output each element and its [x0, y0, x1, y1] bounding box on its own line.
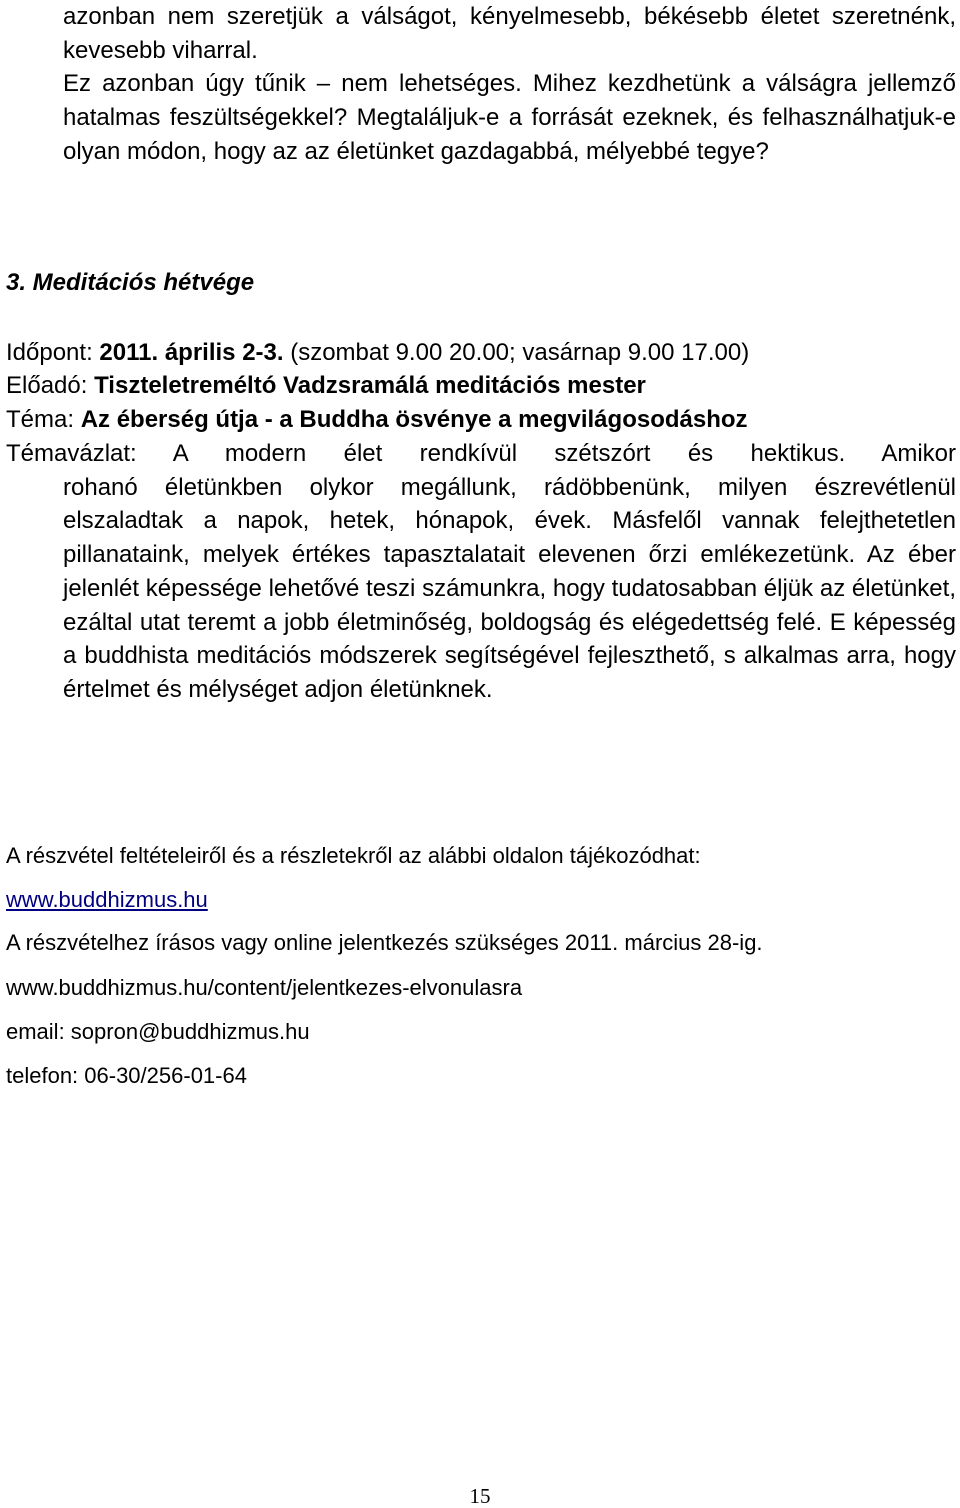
speaker-value: Tiszteletreméltó Vadzsramálá meditációs mester — [94, 372, 646, 399]
outline-first-line — [6, 437, 956, 471]
intro-paragraph-1: azonban nem szeretjük a válságot, kényelmesebb, békésebb életet szeretnénk, kevesebb viharral. — [63, 3, 956, 64]
event-speaker — [6, 369, 646, 402]
participation-text: A részvétel feltételeiről és a részletekről az alábbi oldalon tájékozódhat: — [6, 843, 701, 868]
intro-paragraph-2: Ez azonban úgy tűnik – nem lehetséges. Mihez kezdhetünk a válságra jellemző hatalmas feszültségekkel? Megtaláljuk-e a forrását ezeknek, és felhasználhatjuk-e olyan módon, hogy az az életünket gazdagabbá, mélyebbé tegye? — [63, 70, 956, 165]
time-label: Időpont: — [6, 339, 100, 366]
intro-text — [63, 0, 956, 169]
section-heading: 3. Meditációs hétvége — [6, 269, 255, 296]
outline-first-text: A modern élet rendkívül szétszórt és hektikus. Amikor — [136, 440, 956, 467]
event-topic — [6, 403, 748, 436]
email-text[interactable]: email: sopron@buddhizmus.hu — [6, 1019, 310, 1044]
website-link-line — [6, 889, 208, 911]
speaker-label: Előadó: — [6, 372, 95, 399]
event-outline — [6, 437, 956, 707]
topic-value: Az éberség útja - a Buddha ösvénye a megvilágosodáshoz — [80, 406, 748, 433]
outline-label: Témavázlat: — [6, 440, 137, 467]
page-number: 15 — [469, 1484, 491, 1508]
registration-text: A részvételhez írásos vagy online jelentkezés szükséges 2011. március 28-ig. — [6, 930, 763, 955]
phone-text: telefon: 06-30/256-01-64 — [6, 1063, 247, 1088]
registration-link[interactable]: www.buddhizmus.hu/content/jelentkezes-elvonulasra — [6, 975, 523, 1000]
website-link[interactable]: www.buddhizmus.hu — [6, 887, 208, 912]
time-detail: (szombat 9.00 20.00; vasárnap 9.00 17.00) — [283, 339, 750, 366]
outline-body: rohanó életünkben olykor megállunk, rádöbbenünk, milyen észrevétlenül elszaladtak a napok, hetek, hónapok, évek. Másfelől vannak felejthetetlen pillanataink, melyek értékes tapasztalatait elevenen őrzi emlékezetünk. Az éber jelenlét képessége lehetővé teszi számunkra, hogy tudatosabban éljük az életünket, ezáltal utat teremt a jobb életminőség, boldogság és elégedettség felé. E képesség a buddhista meditációs módszerek segítségével fejleszthető, s alkalmas arra, hogy értelmet és mélységet adjon életünknek. — [63, 473, 956, 703]
topic-label: Téma: — [6, 406, 81, 433]
time-value: 2011. április 2-3. — [99, 339, 284, 366]
event-time — [6, 336, 749, 369]
